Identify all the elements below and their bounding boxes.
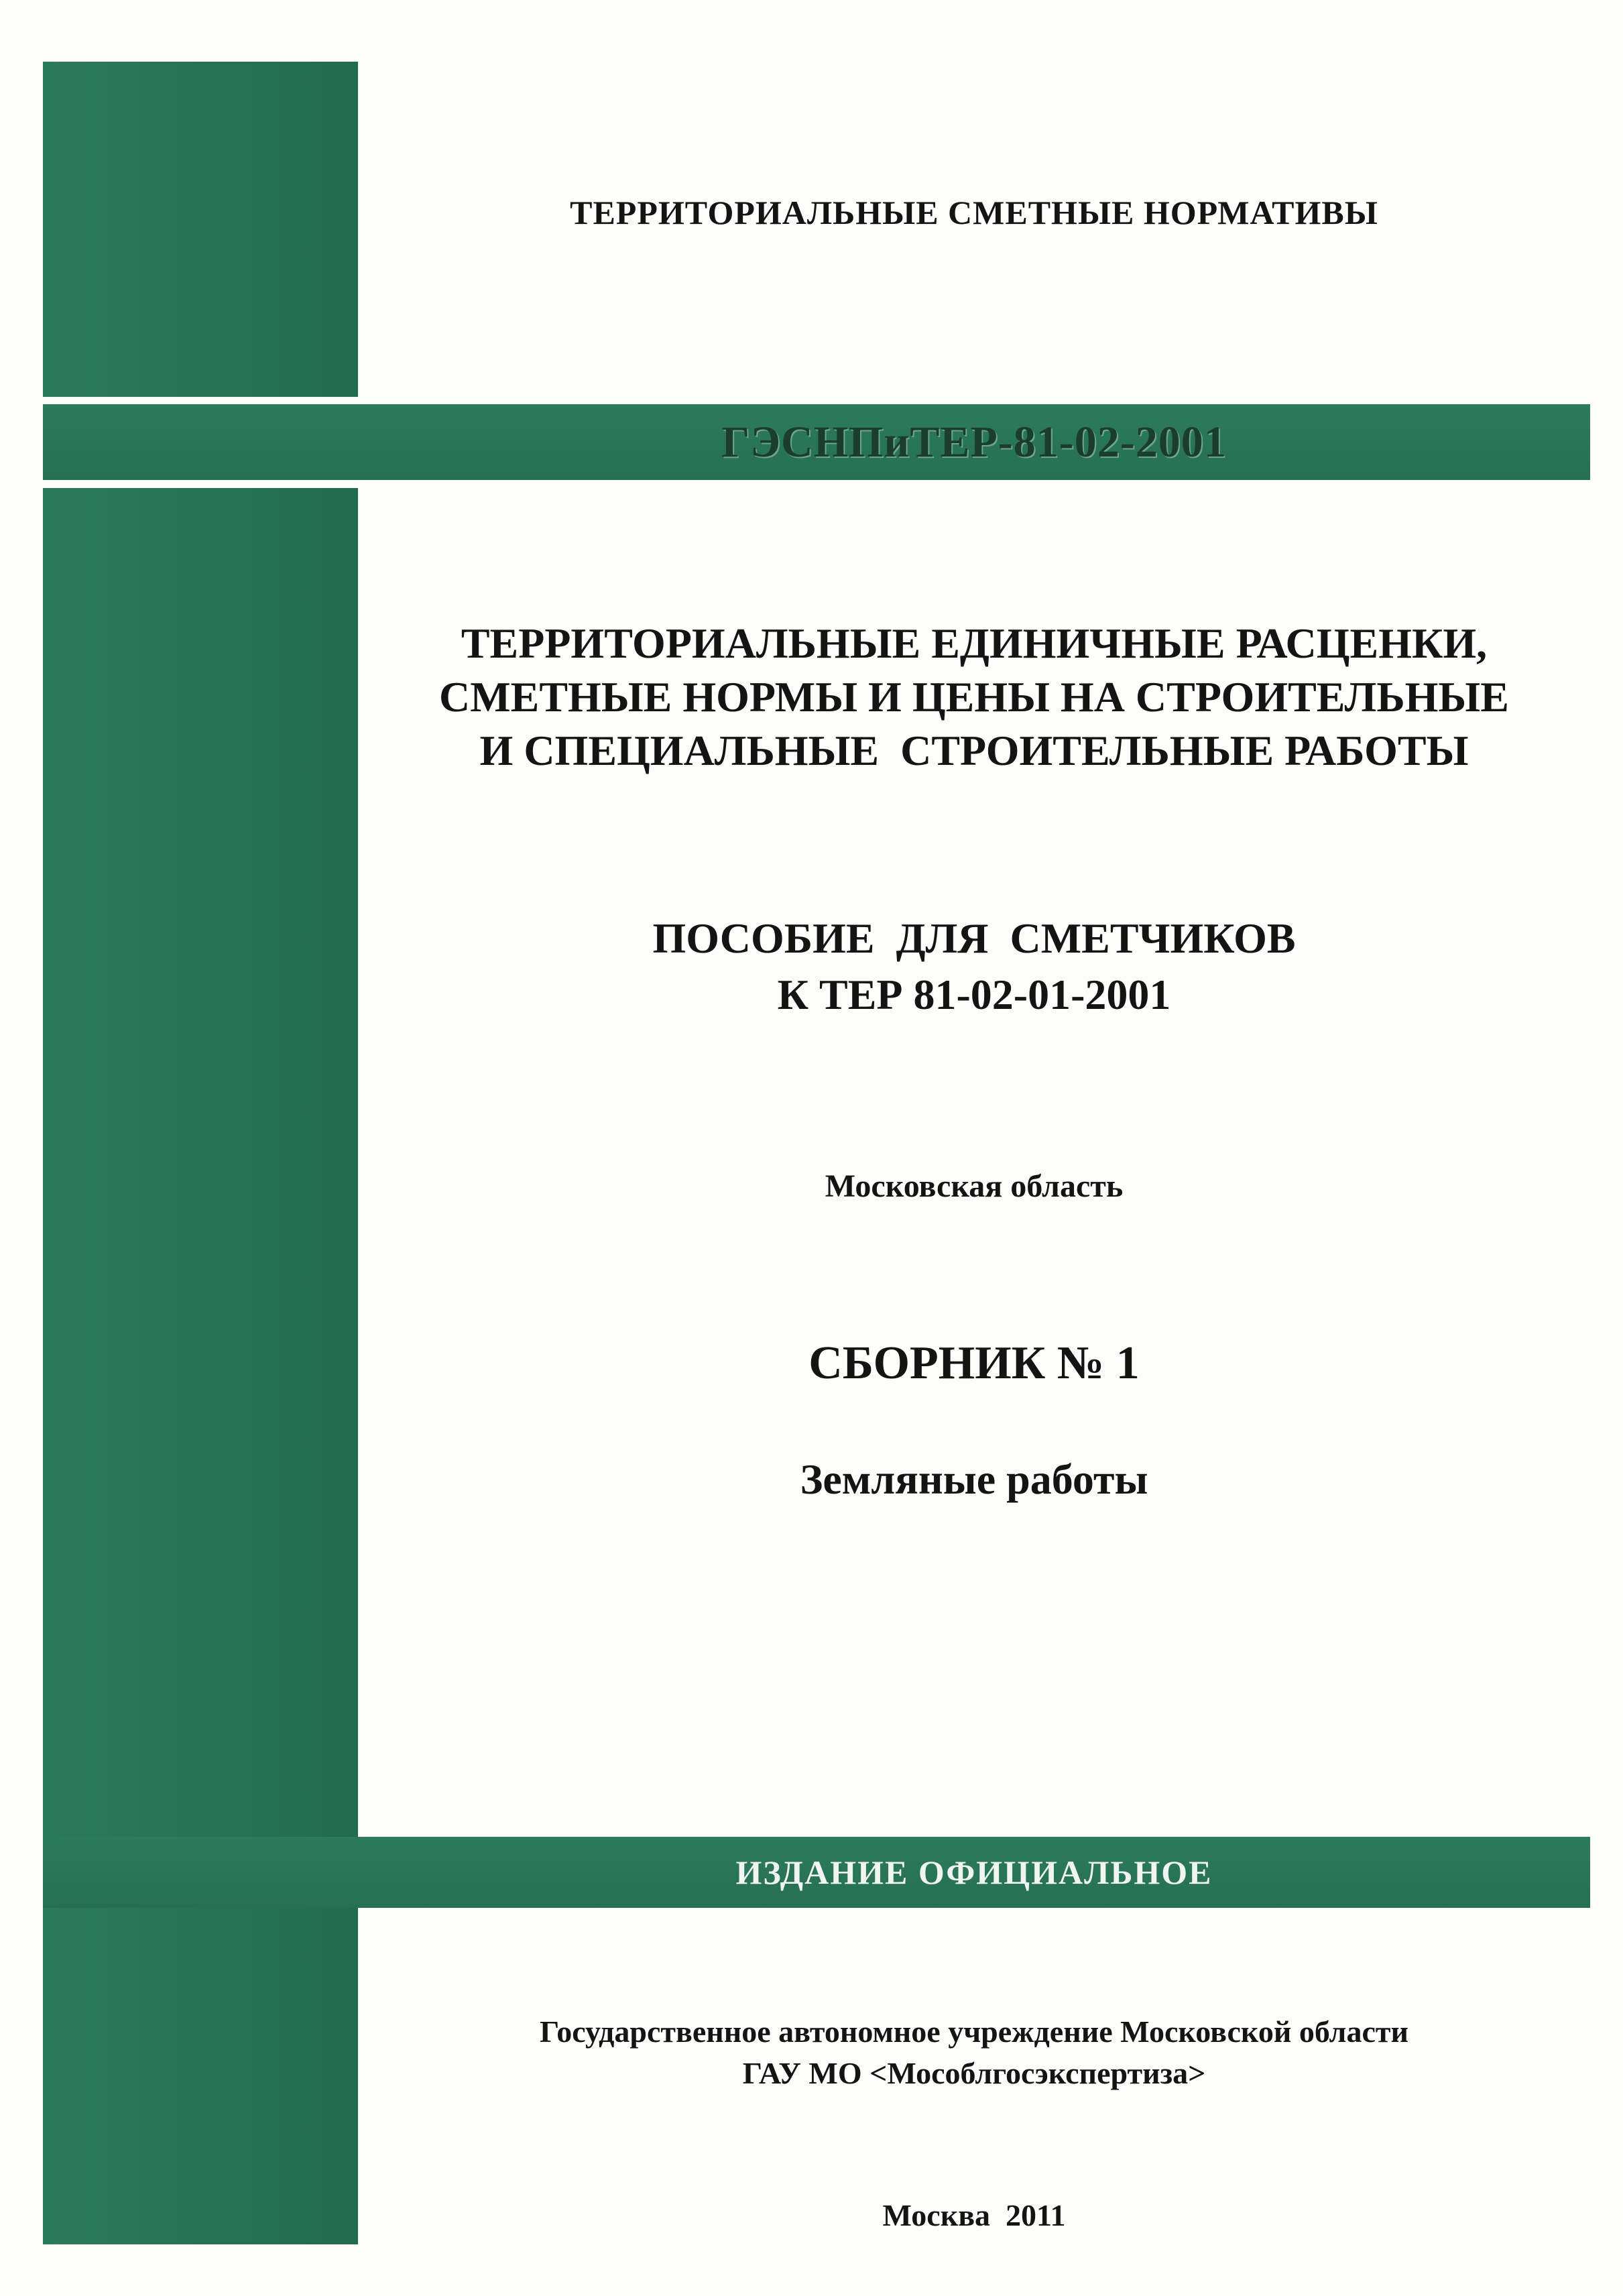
edition-label: ИЗДАНИЕ ОФИЦИАЛЬНОЕ — [735, 1854, 1213, 1891]
collection-topic: Земляные работы — [800, 1455, 1148, 1503]
left-green-stripe-top — [43, 62, 358, 397]
code-band — [43, 404, 1590, 480]
series-label: ТЕРРИТОРИАЛЬНЫЕ СМЕТНЫЕ НОРМАТИВЫ — [570, 194, 1378, 231]
main-title-line: И СПЕЦИАЛЬНЫЕ СТРОИТЕЛЬНЫЕ РАБОТЫ — [479, 727, 1469, 774]
document-code: ГЭСНПиТЕР-81-02-2001 — [721, 417, 1227, 467]
publisher-block — [358, 2011, 1590, 2094]
region-label: Московская область — [825, 1168, 1124, 1204]
imprint: Москва 2011 — [882, 2198, 1066, 2232]
left-green-stripe-bottom — [43, 488, 358, 2244]
subtitle-line: К ТЕР 81-02-01-2001 — [777, 971, 1171, 1018]
main-title-line: ТЕРРИТОРИАЛЬНЫЕ ЕДИНИЧНЫЕ РАСЦЕНКИ, — [461, 619, 1488, 667]
collection-number: СБОРНИК № 1 — [808, 1337, 1140, 1389]
publisher-line: ГАУ МО <Мособлгосэкспертиза> — [742, 2056, 1206, 2090]
edition-band — [43, 1837, 1590, 1908]
subtitle-line: ПОСОБИЕ ДЛЯ СМЕТЧИКОВ — [652, 914, 1296, 962]
publisher-line: Государственное автономное учреждение Московской области — [539, 2014, 1409, 2049]
subtitle — [358, 910, 1590, 1023]
main-title — [358, 617, 1590, 778]
main-title-line: СМЕТНЫЕ НОРМЫ И ЦЕНЫ НА СТРОИТЕЛЬНЫЕ — [439, 673, 1509, 721]
